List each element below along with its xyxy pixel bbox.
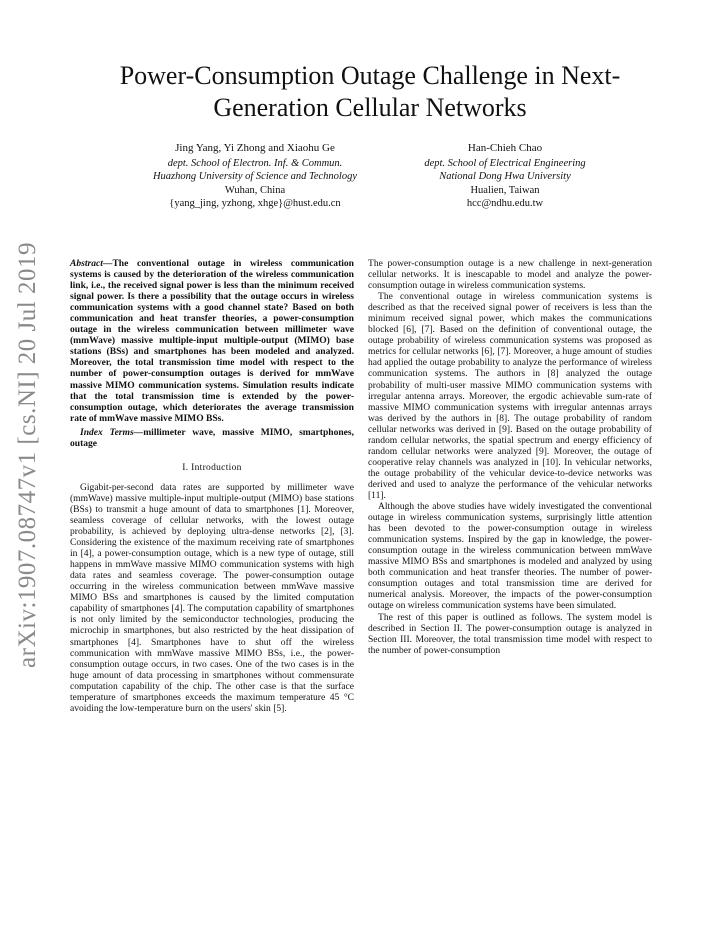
author-location: Hualien, Taiwan xyxy=(470,184,540,196)
author-dept: dept. School of Electron. Inf. & Commun. xyxy=(167,157,343,169)
body-paragraph: The power-consumption outage is a new challenge in next-generation cellular networks. It is inescapable to model and analyze the power-consumption outage in wireless communication systems. xyxy=(368,258,652,292)
author-block-2 xyxy=(380,142,630,211)
right-column xyxy=(368,258,652,656)
abstract-label: Abstract— xyxy=(70,258,113,269)
index-terms xyxy=(70,427,354,449)
body-paragraph: The rest of this paper is outlined as follows. The system model is described in Section II. The power-consumption outage is analyzed in Section III. Moreover, the total transmission time model with respect to the number of power-consumption xyxy=(368,611,652,656)
arxiv-stamp xyxy=(8,240,48,670)
author-names: Han-Chieh Chao xyxy=(467,142,543,154)
section-heading: I. Introduction xyxy=(182,462,242,473)
body-paragraph: Although the above studies have widely investigated the conventional outage in wireless communication systems, surprisingly little attention has been devoted to the power-consumption outage in wireless communication systems. Inspired by the gap in knowledge, the power-consumption outage in the wireless communication between mmWave massive MIMO BSs and smartphones is modeled and analyzed by using both communication and heat transfer theories. The number of power-consumption outages and total transmission time are derived for numerical analysis. Moreover, the impacts of the power-consumption outage on wireless communication systems have been simulated. xyxy=(368,501,652,612)
abstract xyxy=(70,258,354,424)
index-terms-text: millimeter wave, massive MIMO, smartphones, outage xyxy=(70,426,354,449)
arxiv-identifier: arXiv:1907.08747v1 [cs.NI] 20 Jul 2019 xyxy=(14,242,41,668)
paper-title: Power-Consumption Outage Challenge in Next-Generation Cellular Networks xyxy=(119,61,621,122)
author-email: {yang_jing, yzhong, xhge}@hust.edu.cn xyxy=(169,198,341,209)
author-names: Jing Yang, Yi Zhong and Xiaohu Ge xyxy=(175,142,335,154)
body-paragraph: The conventional outage in wireless communication systems is described as that the received signal power of receivers is less than the minimum received signal power, which makes the communications blocked [6], [7]. Based on the definition of conventional outage, the outage probability of wireless communication systems was proposed as metrics for cellular networks [6], [7]. Moreover, a huge amount of studies had applied the outage probability to analyze the performance of wireless communication systems. The authors in [8] analyzed the outage probability of multi-user massive MIMO communication systems with irregular antenna arrays. Moreover, the ergodic achievable sum-rate of massive MIMO communication systems with irregular antennas arrays was derived by the authors in [8]. The outage probability of random cellular networks was derived in [9]. Based on the outage probability of random cellular networks, the spatial spectrum and energy efficiency of random cellular networks were analyzed [9]. Moreover, the outage of cooperative relay channels was analyzed in [10]. In vehicular networks, the outage probability of the vehicular device-to-device networks was derived and used to analyze the performance of the vehicular networks [11]. xyxy=(368,291,652,501)
body-paragraph: Gigabit-per-second data rates are supported by millimeter wave (mmWave) massive multiple-input multiple-output (MIMO) base stations (BSs) to transmit a huge amount of data to smartphones [1]. Moreover, seamless coverage of cellular networks, with the lowest outage probability, is achieved by deploying ultra-dense networks [2], [3]. Considering the existence of the maximum receiving rate of smartphones in [4], a power-consumption outage, which is a new type of outage, still happens in mmWave massive MIMO communication systems with high data rates and seamless coverage. The power-consumption outage occurring in the wireless communication between mmWave massive MIMO BSs and smartphones is caused by the limited computation capability of smartphones [4]. The computation capability of smartphones is not only limited by the semiconductor technologies, producing the microchip in smartphones, but also restricted by the heat dissipation of smartphones [4]. Smartphones have to shut off the wireless communication with mmWave massive MIMO BSs, i.e., the power-consumption outage occurs, in two cases. One of the two cases is in the huge amount of data processing in smartphones without commensurate computation capability of the chip. The other case is that the surface temperature of smartphones exceeds the maximum temperature 45 °C avoiding the low-temperature burn on the users' skin [5]. xyxy=(70,481,354,714)
author-university: National Dong Hwa University xyxy=(439,171,571,182)
index-terms-label: Index Terms— xyxy=(80,426,144,438)
author-dept: dept. School of Electrical Engineering xyxy=(424,157,586,169)
author-location: Wuhan, China xyxy=(224,184,286,196)
author-email: hcc@ndhu.edu.tw xyxy=(466,198,544,209)
author-university: Huazhong University of Science and Technology xyxy=(152,171,358,182)
left-column xyxy=(70,258,354,714)
author-block-1 xyxy=(130,142,380,211)
abstract-text: The conventional outage in wireless communication systems is caused by the deterioration of the wireless communication link, i.e., the received signal power is less than the minimum received signal power. Is there a possibility that the outage occurs in wireless communication systems with a good channel state? Based on both communication and heat transfer theories, a power-consumption outage in the wireless communication between millimeter wave (mmWave) massive multiple-input multiple-output (MIMO) base stations (BSs) and smartphones has been modeled and analyzed. Moreover, the total transmission time model with respect to the number of power-consumption outages is derived for mmWave massive MIMO communication systems. Simulation results indicate that the total transmission time is extended by the power-consumption outage, which deteriorates the average transmission rate of mmWave massive MIMO BSs. xyxy=(70,258,354,424)
